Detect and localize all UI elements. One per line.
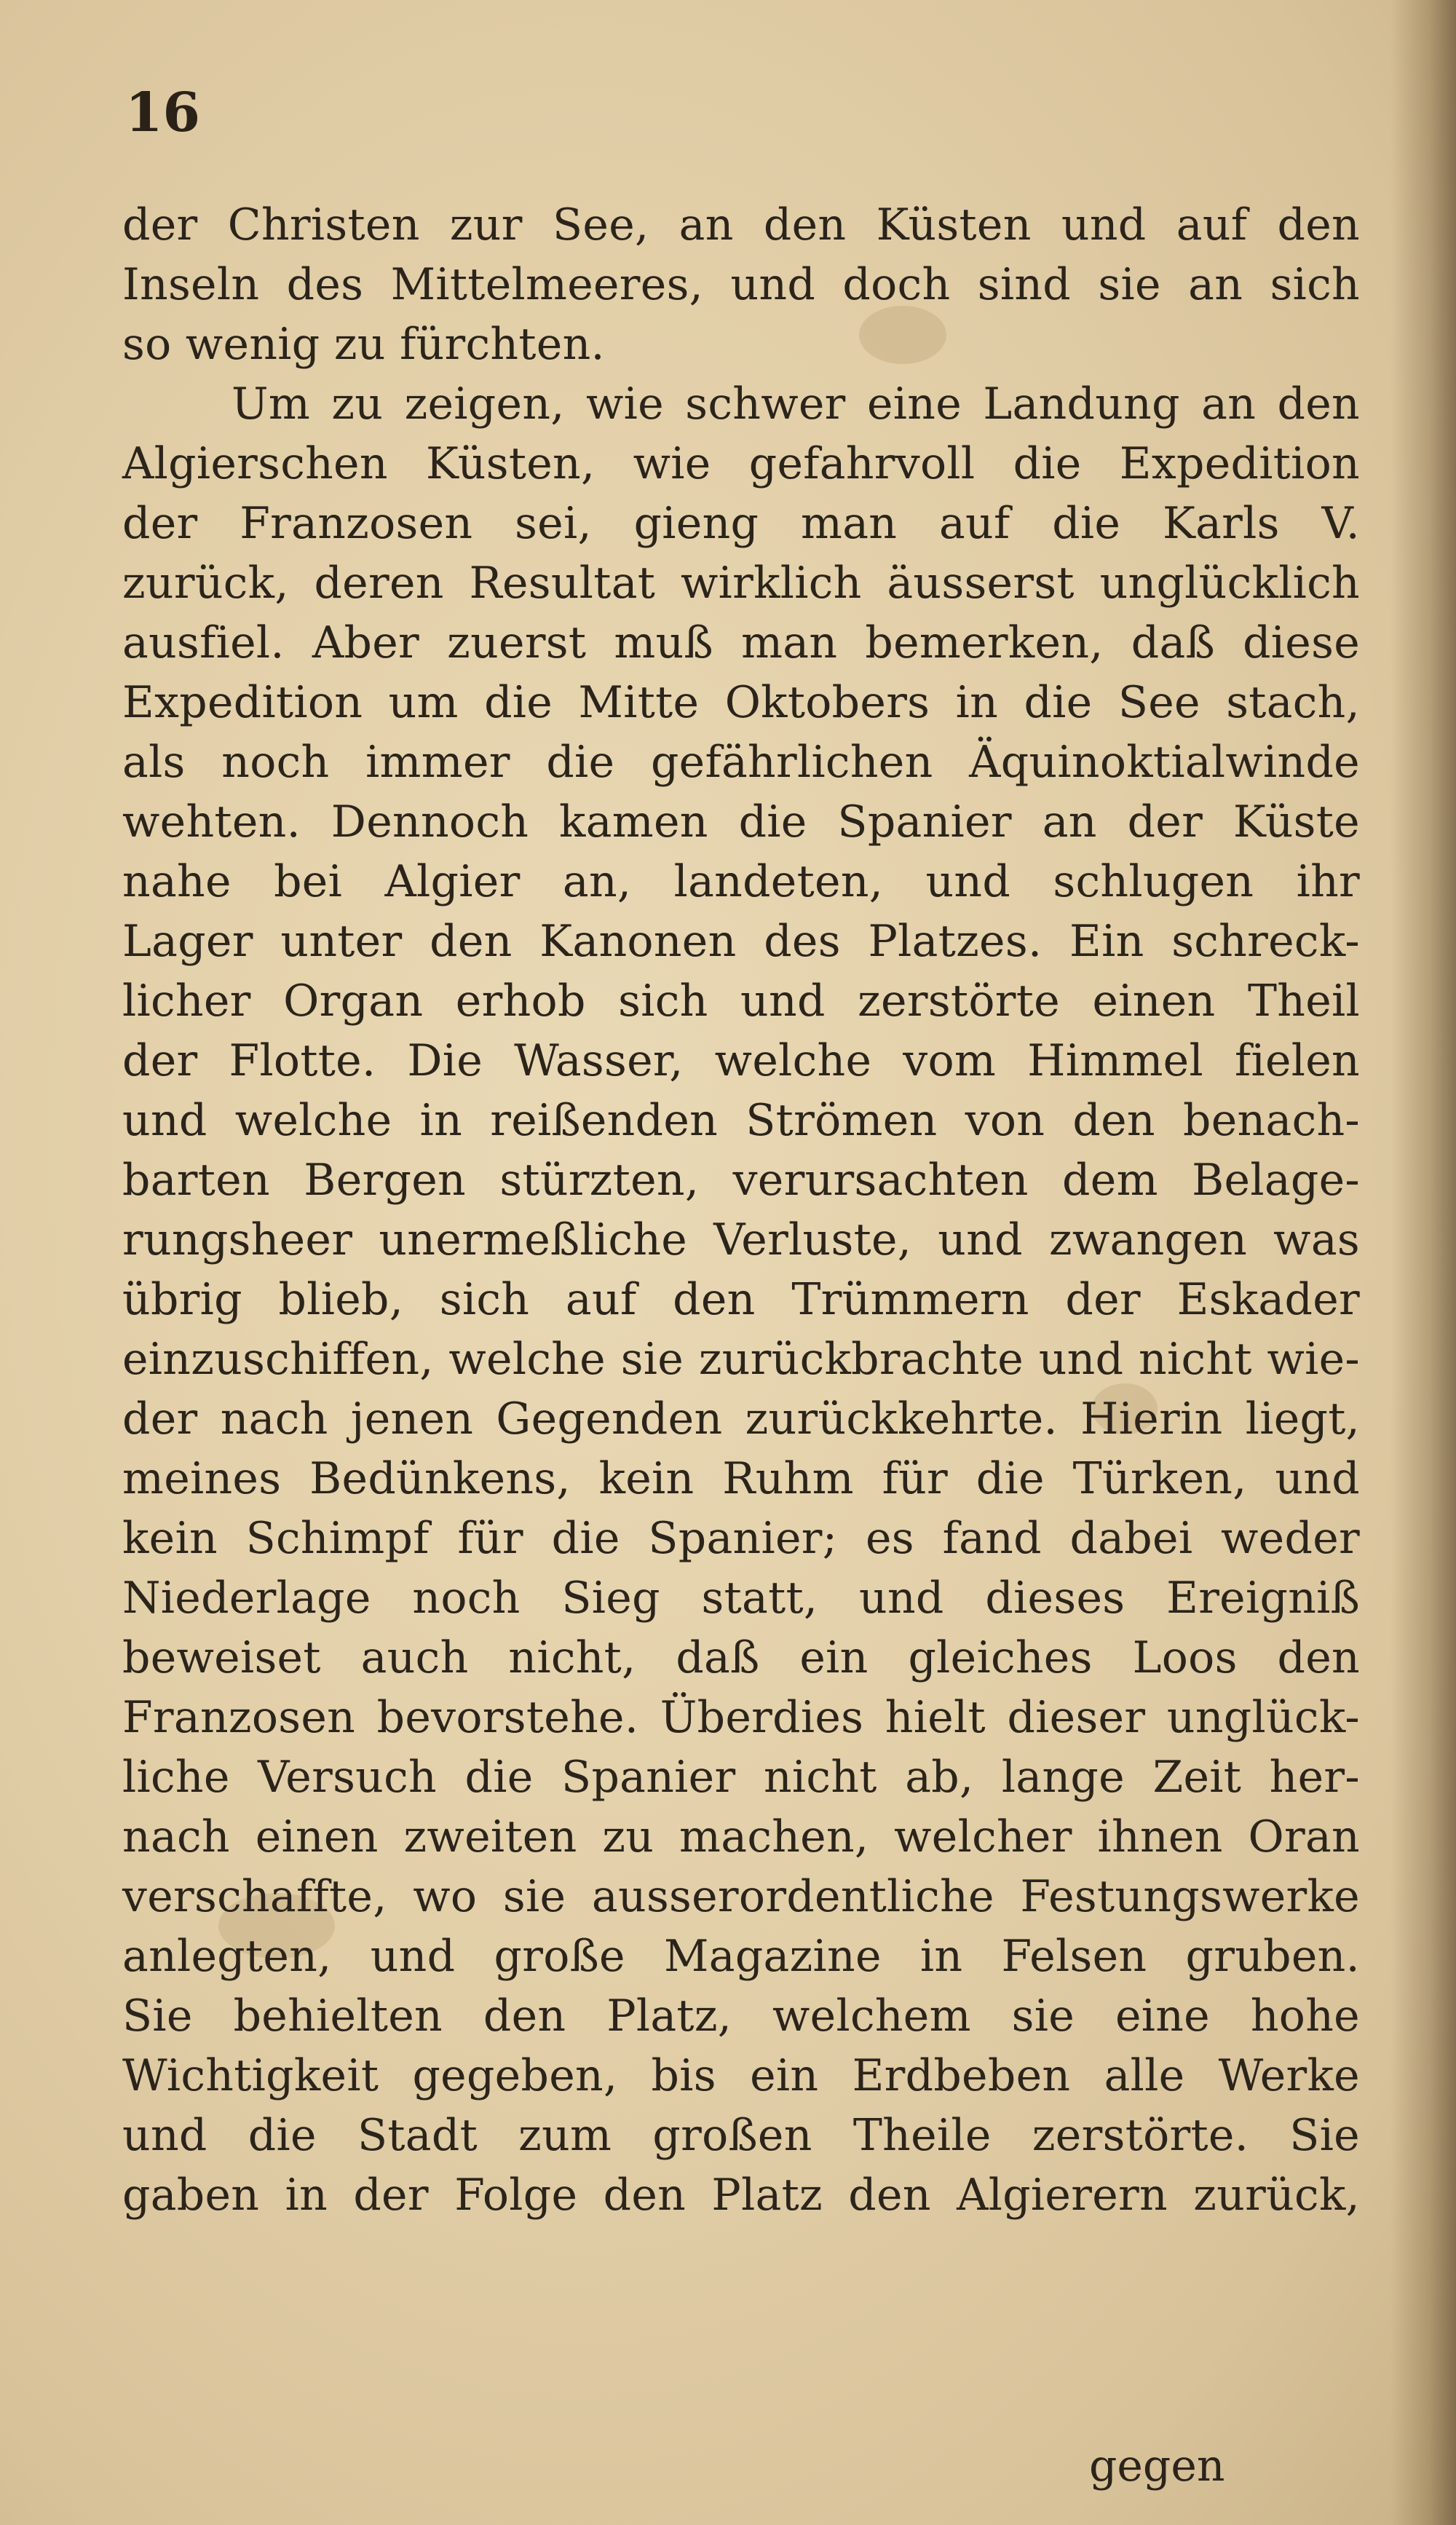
text-line: Inseln des Mittelmeeres, und doch sind sie an sich — [122, 259, 1360, 310]
page-number: 16 — [125, 82, 200, 144]
page-edge-shadow — [1390, 0, 1456, 2525]
text-line: beweiset auch nicht, daß ein gleiches Loos den — [122, 1632, 1360, 1683]
text-line: und welche in reißenden Strömen von den benach- — [122, 1095, 1360, 1146]
text-line: zurück, deren Resultat wirklich äusserst unglücklich — [122, 558, 1360, 609]
text-line: einzuschiffen, welche sie zurückbrachte und nicht wie- — [122, 1334, 1360, 1385]
text-line: barten Bergen stürzten, verursachten dem Belage- — [122, 1155, 1360, 1206]
text-line: Sie behielten den Platz, welchem sie eine hohe — [122, 1991, 1360, 2042]
text-line: Algierschen Küsten, wie gefahrvoll die Expedition — [122, 438, 1360, 489]
catchword: gegen — [1089, 2441, 1225, 2492]
text-line: und die Stadt zum großen Theile zerstörte. Sie — [122, 2110, 1360, 2161]
text-line: Niederlage noch Sieg statt, und dieses Ereigniß — [122, 1573, 1360, 1624]
text-line: anlegten, und große Magazine in Felsen gruben. — [122, 1931, 1360, 1982]
text-line: nahe bei Algier an, landeten, und schlugen ihr — [122, 856, 1360, 907]
text-line: kein Schimpf für die Spanier; es fand dabei weder — [122, 1513, 1360, 1564]
text-line: Franzosen bevorstehe. Überdies hielt dieser unglück- — [122, 1692, 1360, 1743]
text-line: der nach jenen Gegenden zurückkehrte. Hierin liegt, — [122, 1394, 1360, 1445]
text-line: Expedition um die Mitte Oktobers in die See stach, — [122, 677, 1360, 728]
text-line: wehten. Dennoch kamen die Spanier an der Küste — [122, 797, 1360, 847]
text-line: licher Organ erhob sich und zerstörte einen Theil — [122, 976, 1360, 1027]
text-line: gaben in der Folge den Platz den Algierern zurück, — [122, 2170, 1360, 2221]
text-line: verschaffte, wo sie ausserordentliche Festungswerke — [122, 1871, 1360, 1922]
text-line: rungsheer unermeßliche Verluste, und zwangen was — [122, 1214, 1360, 1265]
text-line: Wichtigkeit gegeben, bis ein Erdbeben alle Werke — [122, 2050, 1360, 2101]
text-line: Um zu zeigen, wie schwer eine Landung an den — [232, 379, 1360, 430]
body-text — [122, 195, 1360, 2225]
text-line: liche Versuch die Spanier nicht ab, lange Zeit her- — [122, 1752, 1360, 1803]
text-line: der Flotte. Die Wasser, welche vom Himmel fielen — [122, 1035, 1360, 1086]
text-line: nach einen zweiten zu machen, welcher ihnen Oran — [122, 1811, 1360, 1862]
text-line: der Christen zur See, an den Küsten und auf den — [122, 199, 1360, 250]
text-line: Lager unter den Kanonen des Platzes. Ein schreck- — [122, 916, 1360, 967]
text-line: ausfiel. Aber zuerst muß man bemerken, daß diese — [122, 617, 1360, 668]
text-line: der Franzosen sei, gieng man auf die Karls V. — [122, 498, 1360, 549]
text-line: als noch immer die gefährlichen Äquinoktialwinde — [122, 737, 1360, 788]
text-line: so wenig zu fürchten. — [122, 319, 605, 370]
text-line: übrig blieb, sich auf den Trümmern der Eskader — [122, 1274, 1360, 1325]
text-line: meines Bedünkens, kein Ruhm für die Türken, und — [122, 1453, 1360, 1504]
